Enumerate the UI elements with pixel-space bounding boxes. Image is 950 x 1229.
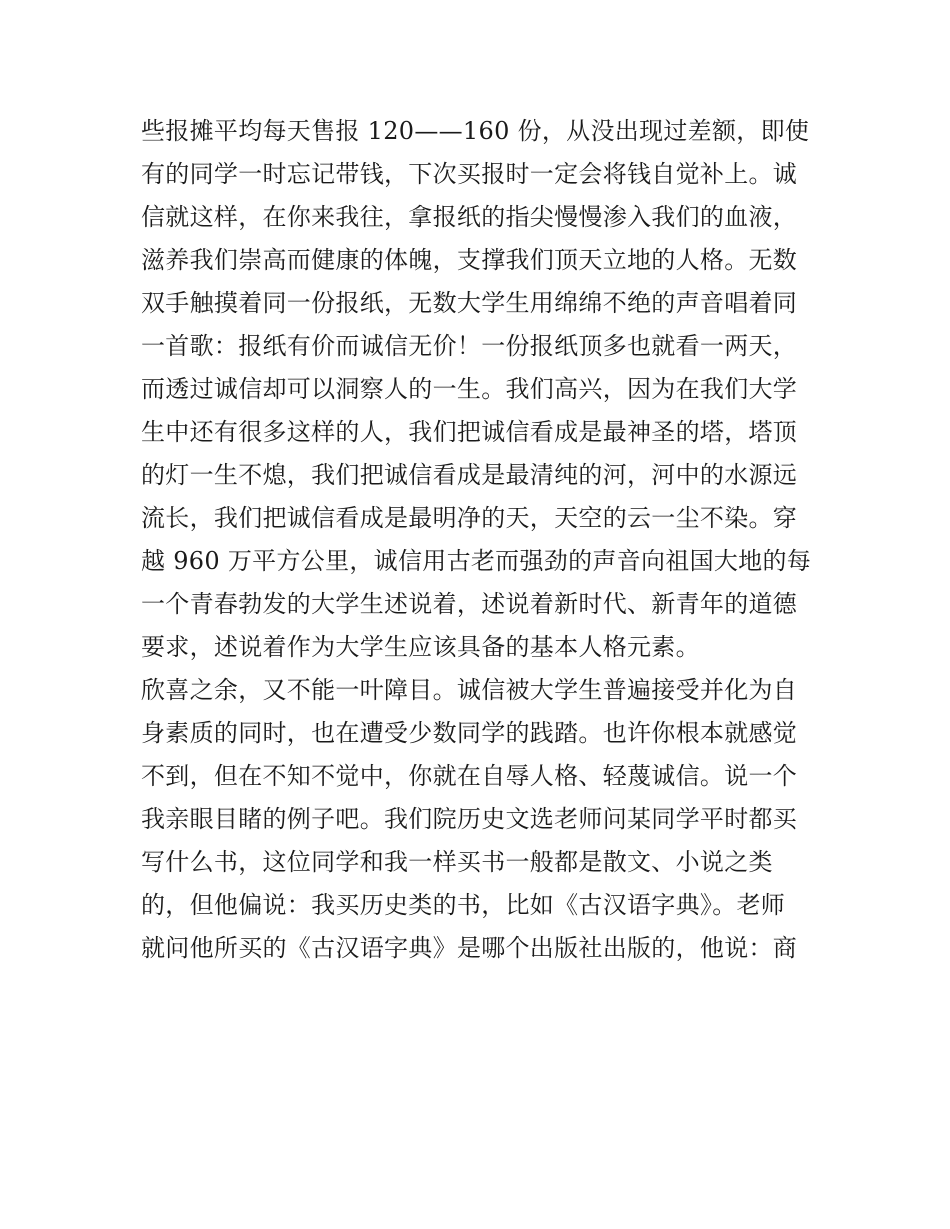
text-line: 不到，但在不知不觉中，你就在自辱人格、轻蔑诚信。说一个	[141, 762, 798, 790]
text-line: 一首歌：报纸有价而诚信无价！一份报纸顶多也就看一两天，	[141, 332, 798, 360]
body-text	[141, 110, 821, 970]
text-line: 滋养我们崇高而健康的体魄，支撑我们顶天立地的人格。无数	[141, 246, 798, 274]
text-line: 流长，我们把诚信看成是最明净的天，天空的云一尘不染。穿	[141, 504, 798, 532]
text-line: 有的同学一时忘记带钱，下次买报时一定会将钱自觉补上。诚	[141, 160, 798, 188]
text-line: 生中还有很多这样的人，我们把诚信看成是最神圣的塔，塔顶	[141, 418, 798, 446]
text-line: 我亲眼目睹的例子吧。我们院历史文选老师问某同学平时都买	[141, 805, 798, 833]
text-line: 信就这样，在你来我往，拿报纸的指尖慢慢渗入我们的血液，	[141, 203, 798, 231]
text-line: 欣喜之余，又不能一叶障目。诚信被大学生普遍接受并化为自	[141, 676, 798, 704]
text-line: 一个青春勃发的大学生述说着，述说着新时代、新青年的道德	[141, 590, 798, 618]
text-line: 就问他所买的《古汉语字典》是哪个出版社出版的，他说：商	[141, 934, 798, 962]
text-line: 写什么书，这位同学和我一样买书一般都是散文、小说之类	[141, 848, 773, 876]
text-line: 的灯一生不熄，我们把诚信看成是最清纯的河，河中的水源远	[141, 461, 798, 489]
text-line: 越 960 万平方公里，诚信用古老而强劲的声音向祖国大地的每	[141, 547, 812, 575]
text-line: 要求，述说着作为大学生应该具备的基本人格元素。	[141, 633, 700, 661]
text-line: 而透过诚信却可以洞察人的一生。我们高兴，因为在我们大学	[141, 375, 798, 403]
text-line: 身素质的同时，也在遭受少数同学的践踏。也许你根本就感觉	[141, 719, 798, 747]
text-line: 些报摊平均每天售报 120——160 份，从没出现过差额，即使	[141, 117, 810, 145]
text-line: 的，但他偏说：我买历史类的书，比如《古汉语字典》。老师	[141, 891, 786, 919]
text-line: 双手触摸着同一份报纸，无数大学生用绵绵不绝的声音唱着同	[141, 289, 798, 317]
